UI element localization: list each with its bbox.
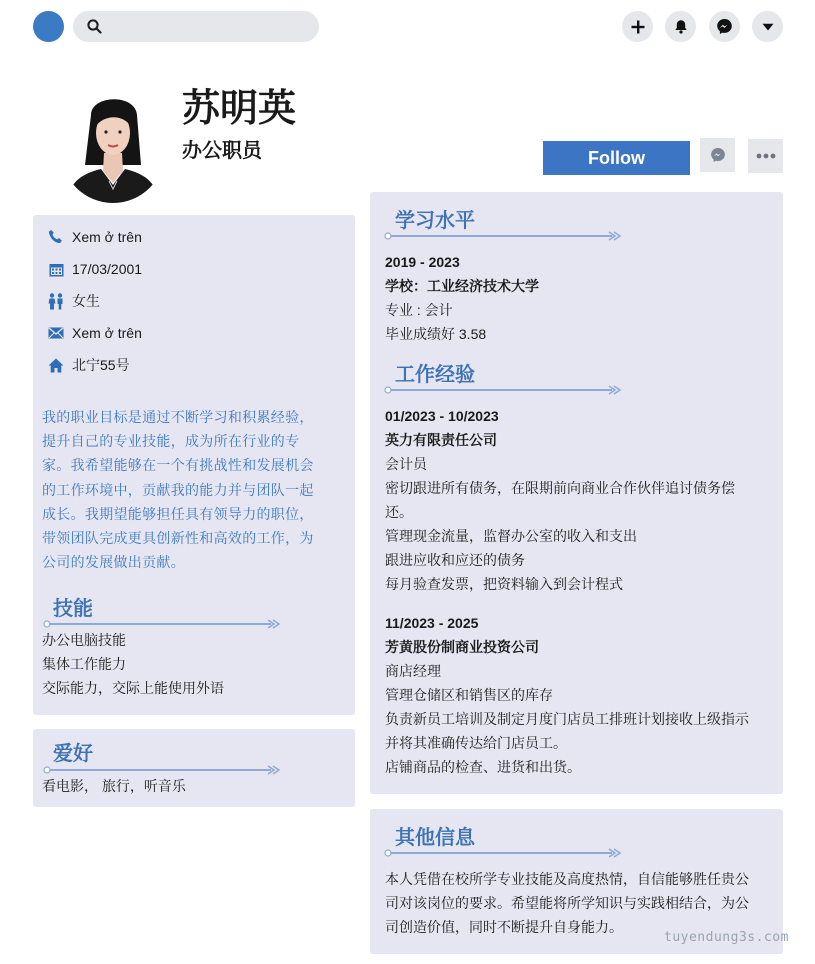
education-period: 2019 - 2023 (385, 254, 460, 270)
notifications-button[interactable] (665, 11, 696, 42)
other-info-line: 本人凭借在校所学专业技能及高度热情，自信能够胜任贵公 (385, 871, 749, 887)
other-info-line: 司对该岗位的要求。希望能将所学知识与实践相结合，为公 (385, 895, 749, 911)
skill-item: 集体工作能力 (42, 656, 126, 672)
follow-button[interactable]: Follow (543, 141, 690, 175)
messenger-icon (710, 147, 726, 163)
job-duty: 密切跟进所有债务，在限期前向商业合作伙伴追讨债务偿 (385, 480, 735, 496)
calendar-icon (47, 260, 65, 278)
more-options-button[interactable] (748, 139, 783, 173)
skill-item: 办公电脑技能 (42, 632, 126, 648)
contact-email (47, 323, 142, 343)
skills-title: 技能 (53, 596, 93, 620)
job-position: 商店经理 (385, 663, 441, 679)
contact-address (47, 355, 130, 375)
experience-divider (384, 385, 622, 395)
job-company: 英力有限责任公司 (385, 432, 497, 448)
mail-icon (47, 324, 65, 342)
contact-gender (47, 291, 100, 311)
job-duty: 并将其准确传达给门店员工。 (385, 735, 567, 751)
other-info-line: 司创造价值，同时不断提升自身能力。 (385, 919, 623, 935)
job-duty: 还。 (385, 504, 413, 520)
contact-panel (33, 215, 355, 715)
hobbies-title: 爱好 (53, 741, 93, 765)
job-duty: 店铺商品的检查、进货和出货。 (385, 759, 581, 775)
hobbies-text: 看电影， 旅行，听音乐 (42, 778, 186, 794)
profile-name: 苏明英 (182, 86, 297, 130)
other-info-divider (384, 848, 622, 858)
search-bar[interactable] (73, 11, 319, 42)
contact-birthday (47, 259, 142, 279)
job-duty: 管理仓储区和销售区的库存 (385, 687, 553, 703)
contact-gender-text: 女生 (72, 293, 100, 309)
plus-icon (631, 20, 645, 34)
message-button[interactable] (700, 138, 735, 172)
job-period: 01/2023 - 10/2023 (385, 408, 499, 424)
job-duty: 跟进应收和应还的债务 (385, 552, 525, 568)
contact-phone-text: Xem ở trên (72, 229, 142, 245)
job-duty: 负责新员工培训及制定月度门店员工排班计划接收上级指示 (385, 711, 749, 727)
career-objective: 我的职业目标是通过不断学习和积累经验，提升自己的专业技能，成为所在行业的专家。我希望能够在一个有挑战性和发展机会的工作环境中，贡献我的能力并与团队一起成长。我期望能够担任具有领导力的职位，带领团队完成更具创新性和高效的工作，为公司的发展做出贡献。 (42, 409, 314, 571)
education-grade: 毕业成绩好 3.58 (385, 326, 487, 342)
job-duty: 管理现金流量，监督办公室的收入和支出 (385, 528, 637, 544)
site-logo[interactable] (33, 11, 64, 42)
caret-down-icon (762, 23, 774, 31)
phone-icon (47, 228, 65, 246)
job-period: 11/2023 - 2025 (385, 615, 479, 631)
bell-icon (674, 19, 688, 34)
contact-birthday-text: 17/03/2001 (72, 261, 143, 277)
education-major: 专业 : 会计 (385, 302, 453, 318)
job-company: 芳黄股份制商业投资公司 (385, 639, 539, 655)
contact-phone (47, 227, 142, 247)
home-icon (47, 356, 65, 374)
experience-panel (370, 192, 783, 794)
create-button[interactable] (622, 11, 653, 42)
hobbies-panel (33, 729, 355, 807)
education-divider (384, 231, 622, 241)
contact-address-text: 北宁55号 (72, 357, 130, 373)
watermark: tuyendung3s.com (664, 930, 789, 945)
account-menu-button[interactable] (752, 11, 783, 42)
education-school: 学校：工业经济技术大学 (385, 278, 539, 294)
gender-icon (47, 292, 65, 310)
education-title: 学习水平 (395, 208, 475, 232)
more-icon (756, 153, 776, 159)
profile-job-title: 办公职员 (182, 138, 262, 162)
experience-title: 工作经验 (395, 362, 475, 386)
job-position: 会计员 (385, 456, 427, 472)
job-duty: 每月验查发票，把资料输入到会计程式 (385, 576, 623, 592)
other-info-title: 其他信息 (395, 825, 475, 849)
search-icon (87, 19, 102, 34)
contact-email-text: Xem ở trên (72, 325, 142, 341)
messenger-button[interactable] (709, 11, 740, 42)
messenger-icon (716, 18, 733, 35)
skill-item: 交际能力，交际上能使用外语 (42, 680, 224, 696)
profile-photo (61, 85, 165, 203)
